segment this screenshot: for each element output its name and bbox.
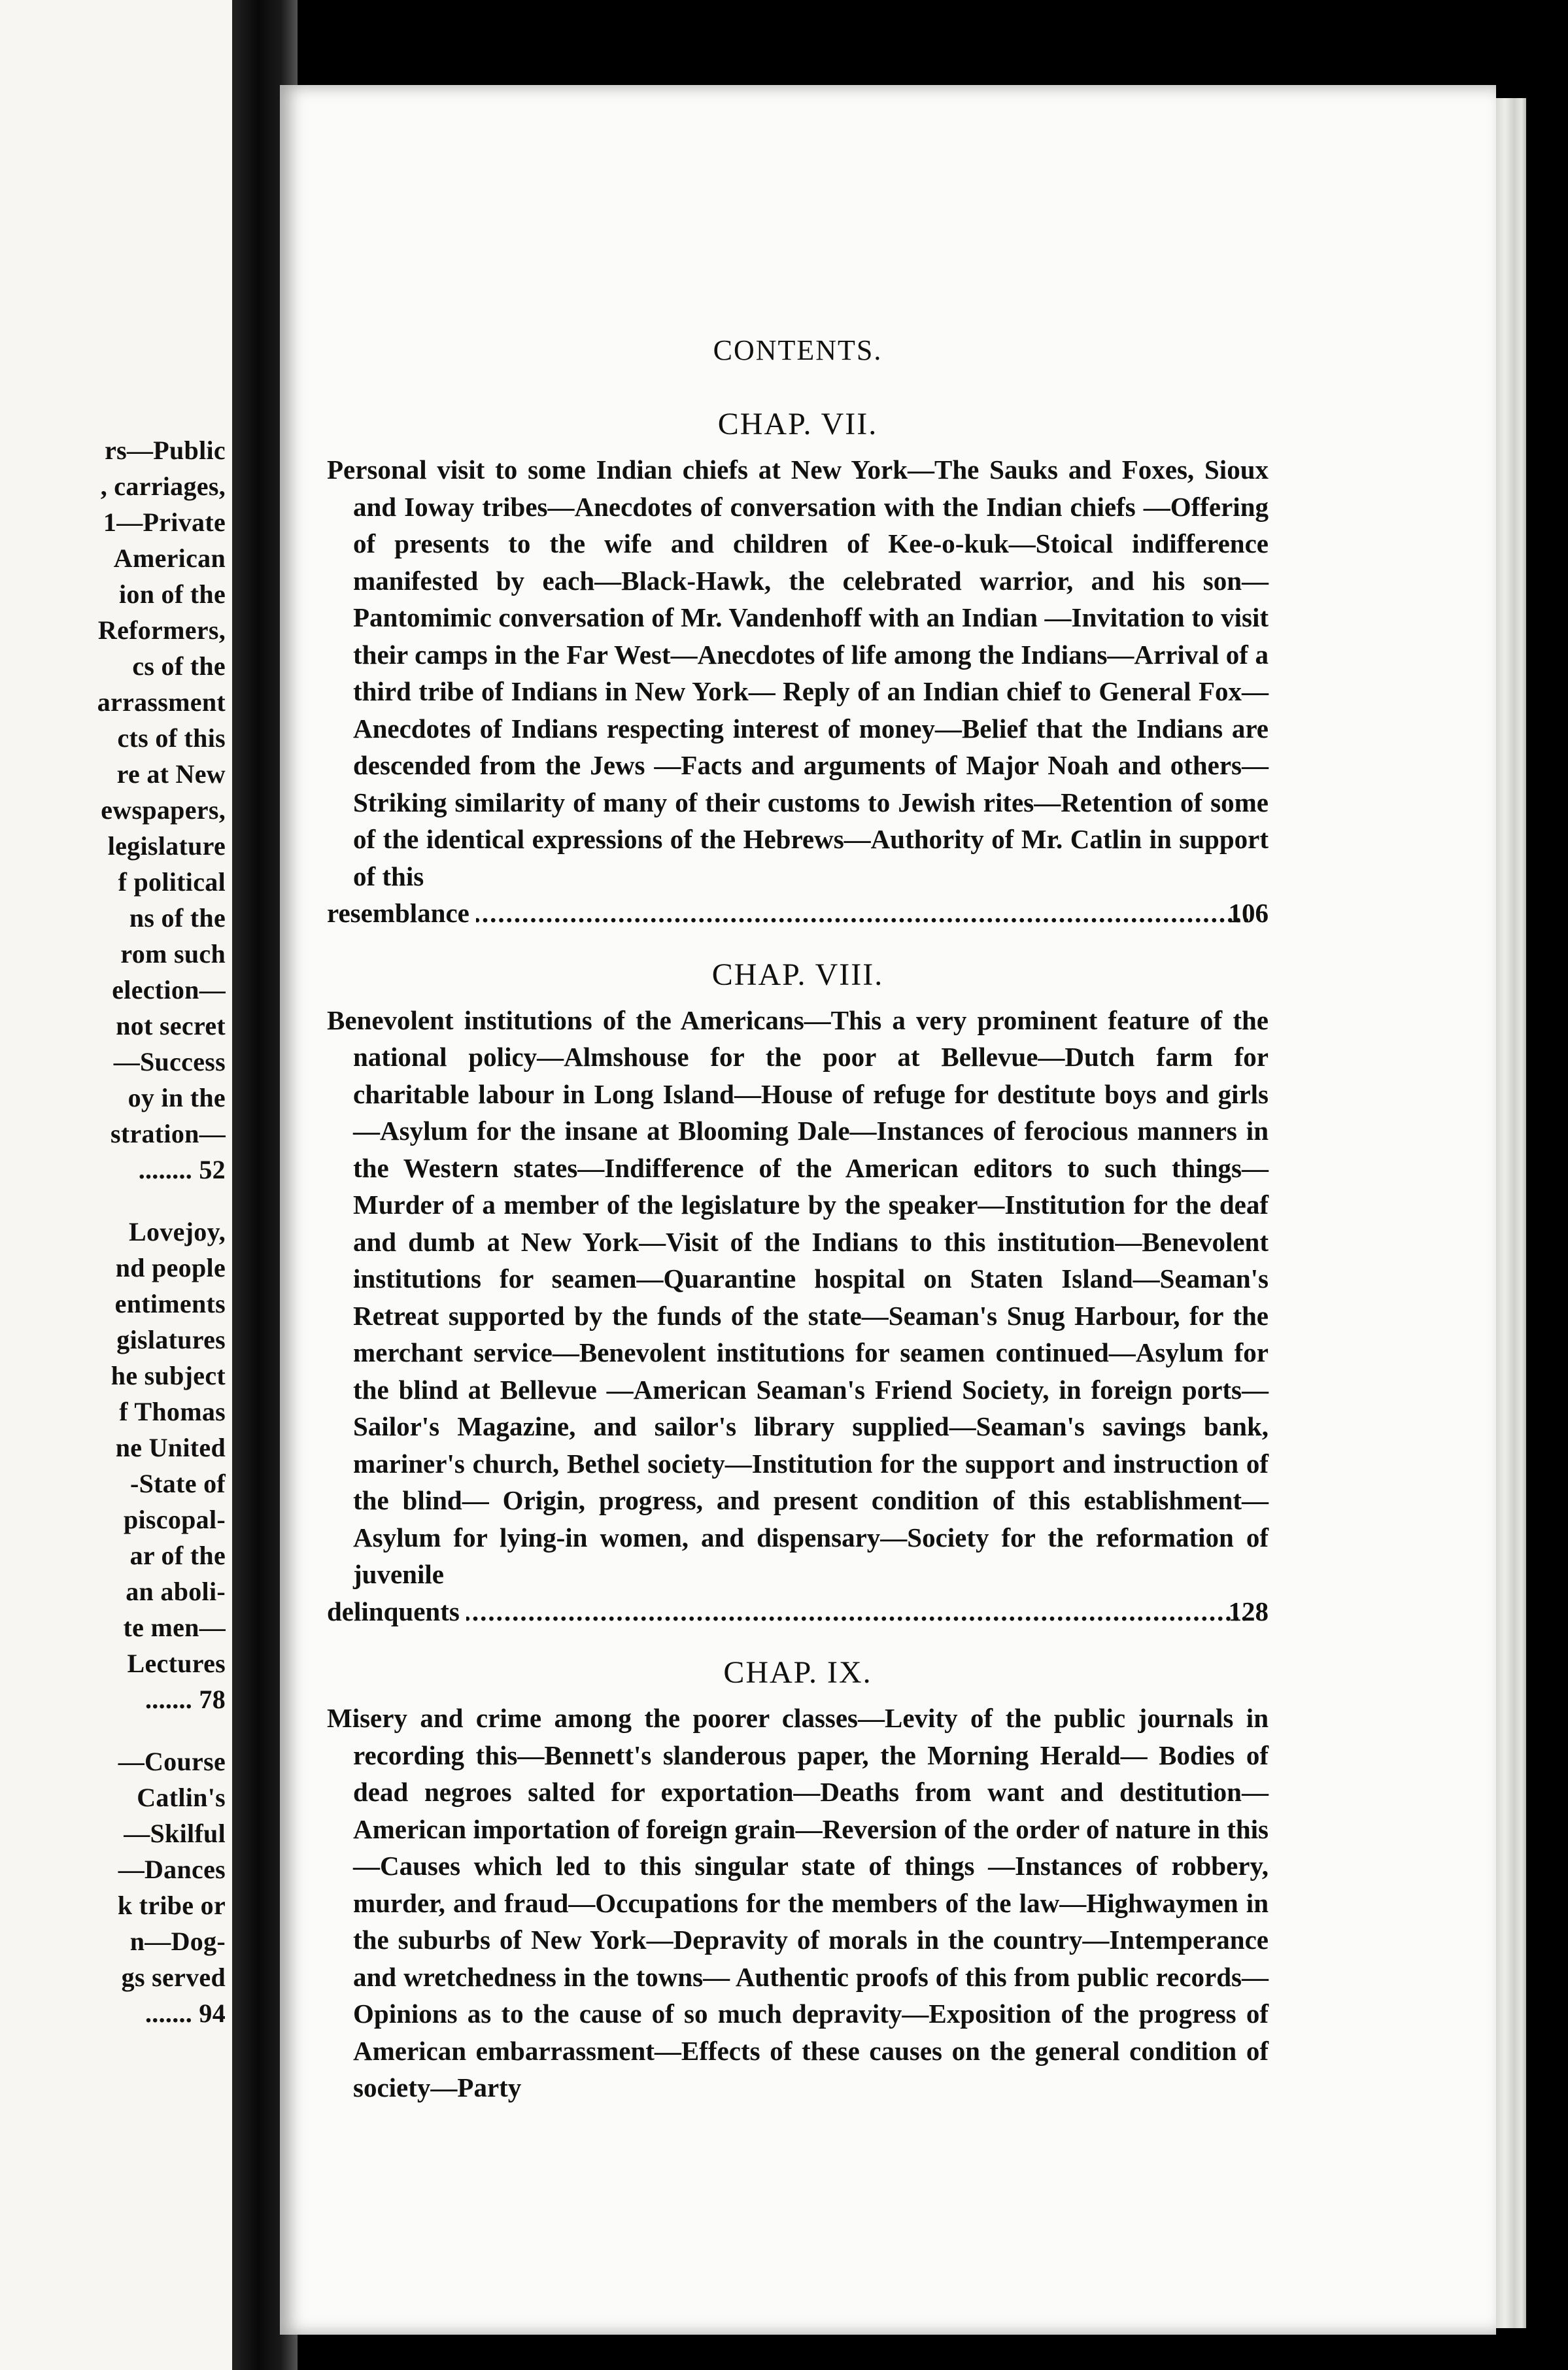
left-page-line: te men—	[123, 1613, 226, 1642]
chapter-7-title: CHAP. VII.	[717, 407, 878, 441]
left-page-line: —Success	[113, 1047, 226, 1076]
left-page-line: ns of the	[129, 903, 226, 933]
chapter-8-text: Benevolent institutions of the Americans—This a very prominent feature of the national policy—Almshouse for the poor at Bellevue—Dutch farm for charitable labour in Long Island—House of refuge for destitute boys and girls—Asylum for the insane at Blooming Dale—Instances of ferocious manners in the Western states—Indifference of the American editors to such things—Murder of a member of the legislature by the speaker—Institution for the deaf and dumb at New York—Visit of the Indians to this institution—Benevolent institutions for seamen—Quarantine hospital on Staten Island—Seaman's Retreat supported by the funds of the state—Seaman's Snug Harbour, for the merchant service—Benevolent institutions for seamen continued—Asylum for the blind at Bellevue —American Seaman's Friend Society, in foreign ports—Sailor's Magazine, and sailor's library supplied—Seaman's savings bank, mariner's church, Bethel society—Institution for the support and instruction of the blind— Origin, progress, and present condition of this establishment—Asylum for lying-in women, and dispensary—Society for the reformation of juvenile	[327, 1005, 1269, 1589]
left-page-line: ion of the	[119, 579, 226, 609]
left-page-line: Catlin's	[137, 1783, 226, 1812]
left-page-line: nd people	[115, 1253, 226, 1282]
chapter-7-entry	[327, 406, 1269, 932]
chapter-8-leader	[327, 1593, 1269, 1630]
left-page-line: gislatures	[116, 1325, 226, 1354]
dot-leader	[466, 1593, 1248, 1630]
left-page-line: entiments	[114, 1289, 226, 1318]
left-page-line: ewspapers,	[101, 795, 226, 825]
left-page-line: —Course	[118, 1747, 226, 1776]
left-page-line: not secret	[116, 1011, 226, 1040]
left-page-line: legislature	[107, 831, 226, 861]
left-page-line: —Dances	[118, 1855, 226, 1884]
left-page-line: he subject	[111, 1361, 226, 1390]
left-page-line: American	[113, 543, 226, 573]
chapter-8-entry	[327, 957, 1269, 1630]
left-page-line: ne United	[115, 1433, 226, 1462]
left-page-line: arrassment	[97, 687, 226, 717]
chapter-8-title: CHAP. VIII.	[711, 957, 884, 992]
chapter-7-leader	[327, 895, 1269, 932]
left-page-line: ........ 52	[138, 1155, 226, 1184]
left-page-line: Lovejoy,	[129, 1217, 226, 1246]
contents-heading: CONTENTS.	[713, 334, 883, 366]
left-page-line: gs served	[121, 1963, 226, 1992]
chapter-7-page-number: 106	[1228, 898, 1269, 928]
left-page-line: , carriages,	[100, 472, 226, 501]
left-page-line: piscopal-	[123, 1505, 226, 1534]
contents-page	[327, 334, 1269, 2131]
chapter-8-summary	[327, 1002, 1269, 1630]
left-page-line: Lectures	[127, 1649, 226, 1678]
left-page-line: f political	[118, 867, 226, 897]
chapter-7-text: Personal visit to some Indian chiefs at New York—The Sauks and Foxes, Sioux and Ioway tribes—Anecdotes of conversation with the Indian chiefs —Offering of presents to the wife and children of Kee-o-kuk—Stoical indifference manifested by each—Black-Hawk, the celebrated warrior, and his son—Pantomimic conversation of Mr. Vandenhoff with an Indian —Invitation to visit their camps in the Far West—Anecdotes of life among the Indians—Arrival of a third tribe of Indians in New York— Reply of an Indian chief to General Fox—Anecdotes of Indians respecting interest of money—Belief that the Indians are descended from the Jews —Facts and arguments of Major Noah and others—Striking similarity of many of their customs to Jewish rites—Retention of some of the identical expressions of the Hebrews—Authority of Mr. Catlin in support of this	[327, 455, 1269, 891]
left-page-line: an aboli-	[126, 1577, 226, 1606]
chapter-9-summary	[327, 1700, 1269, 2106]
page-edges	[1496, 98, 1526, 2328]
left-page-line: ar of the	[129, 1541, 226, 1570]
left-page-line: —Skilful	[124, 1819, 226, 1848]
left-page-line: cts of this	[117, 723, 226, 753]
left-page-line: -State of	[130, 1469, 226, 1498]
left-page-line: oy in the	[128, 1083, 226, 1112]
left-page-line: cs of the	[132, 651, 226, 681]
chapter-8-page-number: 128	[1228, 1596, 1269, 1626]
left-page-line: ....... 78	[145, 1685, 226, 1714]
chapter-9-entry	[327, 1655, 1269, 2106]
left-page-line: k tribe or	[117, 1891, 226, 1920]
chapter-9-text: Misery and crime among the poorer classes—Levity of the public journals in recording this—Bennett's slanderous paper, the Morning Herald— Bodies of dead negroes salted for exportation—Deaths from want and destitution—American importation of foreign grain—Reversion of the order of nature in this—Causes which led to this singular state of things —Instances of robbery, murder, and fraud—Occupations for the members of the law—Highwaymen in the suburbs of New York—Depravity of morals in the country—Intemperance and wretchedness in the towns— Authentic proofs of this from public records—Opinions as to the cause of so much depravity—Exposition of the progress of American embarrassment—Effects of these causes on the general condition of society—Party	[327, 1703, 1269, 2103]
chapter-9-title: CHAP. IX.	[723, 1655, 872, 1690]
left-page-line: election—	[112, 975, 226, 1005]
left-page-line: re at New	[116, 759, 226, 789]
left-page-line: n—Dog-	[129, 1927, 226, 1956]
left-page	[0, 0, 232, 2370]
left-page-line: rom such	[120, 939, 226, 969]
left-page-line: ....... 94	[145, 1999, 226, 2028]
chapter-7-summary	[327, 451, 1269, 932]
chapter-7-last-word: resemblance	[327, 898, 469, 928]
left-page-line: stration—	[110, 1119, 226, 1148]
left-page-line: rs—Public	[105, 436, 226, 465]
chapter-8-last-word: delinquents	[327, 1596, 460, 1626]
left-page-line: f Thomas	[119, 1397, 226, 1426]
left-page-line: Reformers,	[97, 615, 226, 645]
dot-leader	[476, 895, 1248, 932]
left-page-line: 1—Private	[103, 507, 226, 537]
